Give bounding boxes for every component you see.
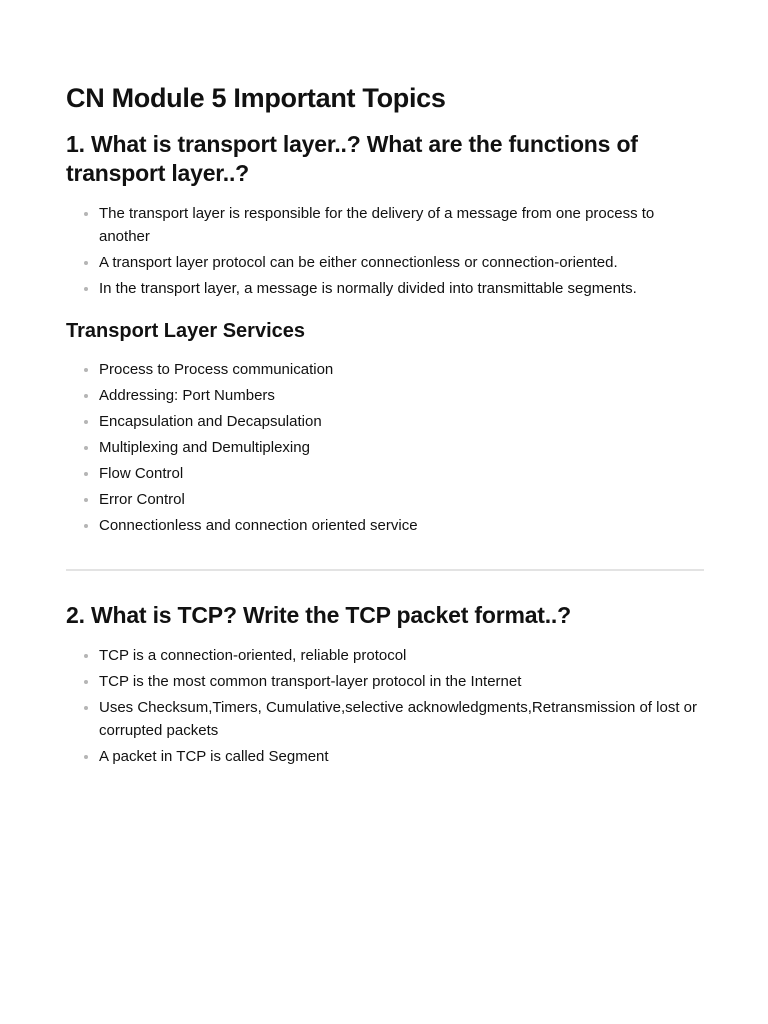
list-item: [66, 410, 704, 433]
bullet-icon: [84, 446, 88, 450]
section-1-list: [66, 202, 704, 300]
list-item: [66, 277, 704, 300]
services-list: [66, 358, 704, 537]
list-item: [66, 384, 704, 407]
list-item-text: In the transport layer, a message is normally divided into transmittable segments.: [99, 280, 637, 297]
list-item-text: Error Control: [99, 491, 185, 508]
list-item-text: A transport layer protocol can be either connectionless or connection-oriented.: [99, 254, 618, 271]
list-item-text: TCP is the most common transport-layer protocol in the Internet: [99, 673, 522, 690]
bullet-icon: [84, 498, 88, 502]
bullet-icon: [84, 524, 88, 528]
bullet-icon: [84, 680, 88, 684]
list-item: [66, 462, 704, 485]
bullet-icon: [84, 420, 88, 424]
list-item-text: Connectionless and connection oriented service: [99, 517, 418, 534]
list-item-text: Uses Checksum,Timers, Cumulative,selective acknowledgments,Retransmission of lost or corrupted packets: [99, 699, 697, 739]
list-item: [66, 202, 704, 248]
list-item-text: TCP is a connection-oriented, reliable protocol: [99, 647, 407, 664]
list-item: [66, 644, 704, 667]
bullet-icon: [84, 472, 88, 476]
section-2-list: [66, 644, 704, 768]
section-2-heading: 2. What is TCP? Write the TCP packet format..?: [66, 602, 571, 628]
bullet-icon: [84, 654, 88, 658]
list-item: [66, 696, 704, 742]
section-divider: [66, 569, 704, 571]
list-item-text: Process to Process communication: [99, 361, 334, 378]
document-page: [66, 80, 704, 786]
bullet-icon: [84, 261, 88, 265]
services-subheading: Transport Layer Services: [66, 320, 306, 342]
list-item-text: Multiplexing and Demultiplexing: [99, 439, 310, 456]
list-item: [66, 488, 704, 511]
list-item-text: Encapsulation and Decapsulation: [99, 413, 322, 430]
list-item-text: The transport layer is responsible for the delivery of a message from one process to another: [99, 205, 655, 245]
list-item: [66, 745, 704, 768]
list-item: [66, 514, 704, 537]
page-title: CN Module 5 Important Topics: [66, 83, 446, 113]
bullet-icon: [84, 706, 88, 710]
bullet-icon: [84, 287, 88, 291]
section-1-heading: 1. What is transport layer..? What are the functions of transport layer..?: [66, 131, 638, 186]
list-item: [66, 436, 704, 459]
bullet-icon: [84, 212, 88, 216]
list-item: [66, 358, 704, 381]
list-item-text: Addressing: Port Numbers: [99, 387, 275, 404]
bullet-icon: [84, 394, 88, 398]
bullet-icon: [84, 368, 88, 372]
bullet-icon: [84, 755, 88, 759]
list-item-text: A packet in TCP is called Segment: [99, 748, 329, 765]
list-item: [66, 251, 704, 274]
list-item: [66, 670, 704, 693]
list-item-text: Flow Control: [99, 465, 184, 482]
